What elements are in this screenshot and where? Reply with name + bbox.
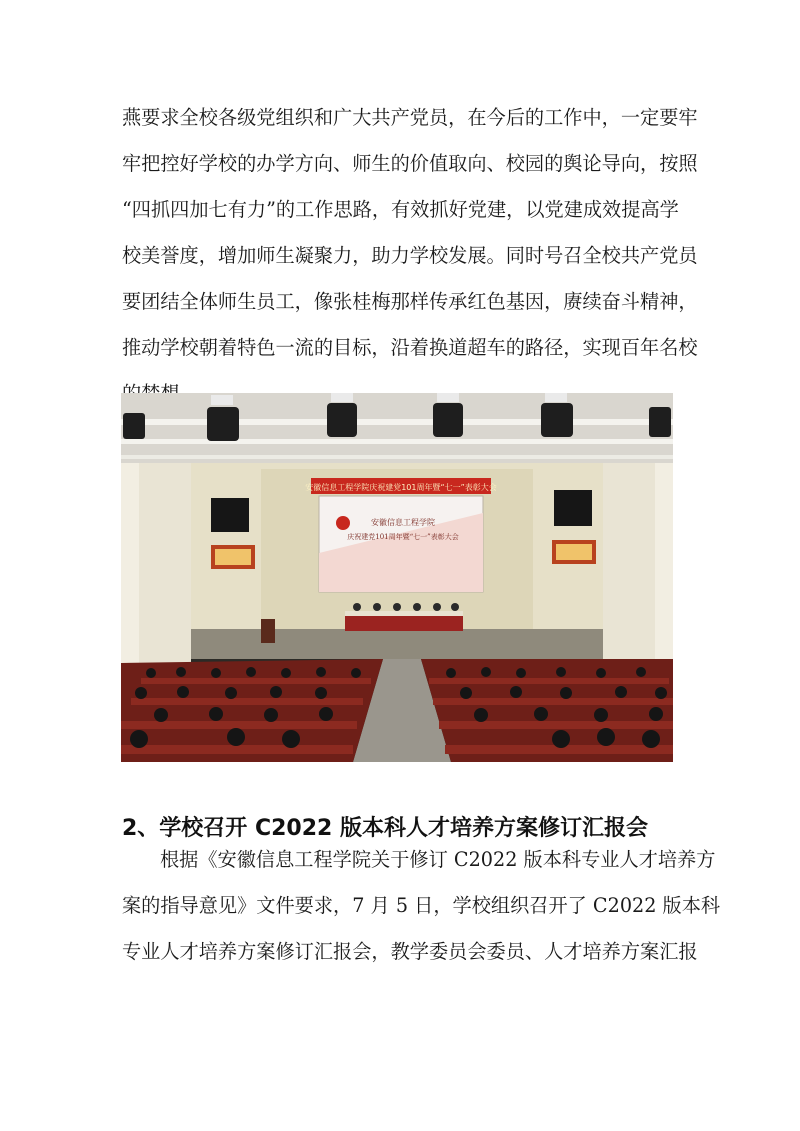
paragraph-line: “四抓四加七有力”的工作思路，有效抓好党建，以党建成效提高学	[122, 198, 679, 221]
screen-title: 安徽信息工程学院	[371, 518, 435, 527]
body-paragraph	[122, 837, 721, 975]
section-heading: 2、学校召开 C2022 版本科人才培养方案修订汇报会	[122, 816, 649, 841]
paragraph-line: 推动学校朝着特色一流的目标，沿着换道超车的路径，实现百年名校	[122, 336, 698, 359]
paragraph-line: 专业人才培养方案修订汇报会，教学委员会委员、人才培养方案汇报	[122, 940, 698, 963]
screen-subtitle: 庆祝建党101周年暨“七一”表彰大会	[347, 533, 459, 541]
paragraph-line: 要团结全体师生员工，像张桂梅那样传承红色基因，赓续奋斗精神，	[122, 290, 698, 313]
paragraph-line: 校美誉度，增加师生凝聚力，助力学校发展。同时号召全校共产党员	[122, 244, 698, 267]
paragraph-line: 根据《安徽信息工程学院关于修订 C2022 版本科专业人才培养方	[160, 848, 716, 871]
banner-text: 安徽信息工程学院庆祝建党101周年暨“七一”表彰大会	[305, 483, 497, 492]
paragraph-line: 燕要求全校各级党组织和广大共产党员，在今后的工作中，一定要牢	[122, 106, 698, 129]
paragraph-line: 案的指导意见》文件要求，7 月 5 日，学校组织召开了 C2022 版本科	[122, 894, 721, 917]
body-paragraph	[122, 95, 698, 417]
paragraph-line: 牢把控好学校的办学方向、师生的价值取向、校园的舆论导向，按照	[122, 152, 698, 175]
meeting-hall-photo	[121, 393, 673, 762]
